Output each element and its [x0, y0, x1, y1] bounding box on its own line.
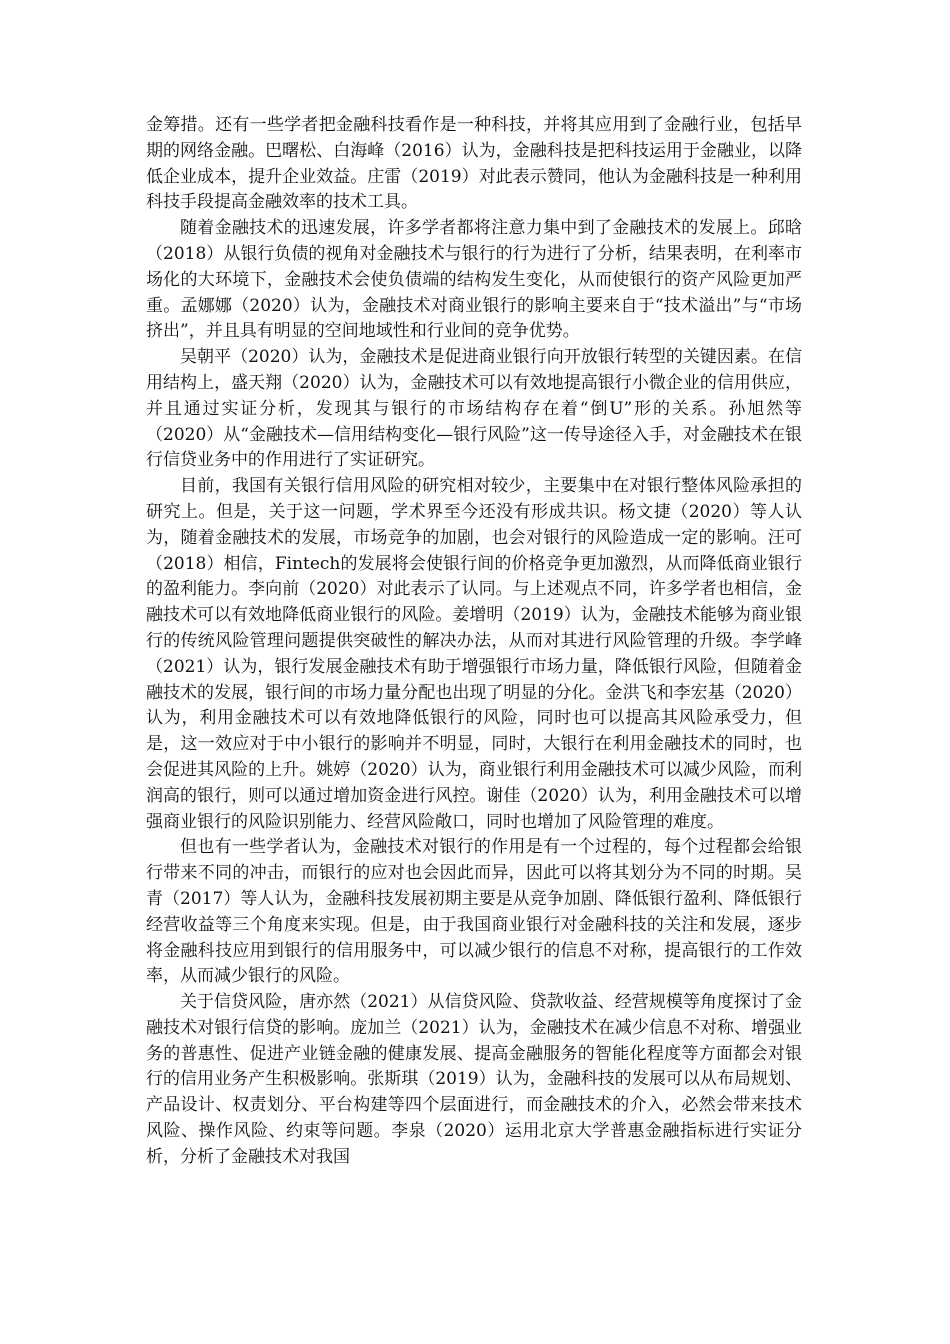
document-body [146, 113, 802, 1171]
paragraph: 随着金融技术的迅速发展，许多学者都将注意力集中到了金融技术的发展上。邱晗（2018）从银行负债的视角对金融技术与银行的行为进行了分析，结果表明，在利率市场化的大环境下，金融技术会使负债端的结构发生变化，从而使银行的资产风险更加严重。孟娜娜（2020）认为，金融技术对商业银行的影响主要来自于“技术溢出”与“市场挤出”，并且具有明显的空间地域性和行业间的竞争优势。 [146, 218, 802, 342]
paragraph: 吴朝平（2020）认为，金融技术是促进商业银行向开放银行转型的关键因素。在信用结构上，盛天翔（2020）认为，金融技术可以有效地提高银行小微企业的信用供应，并且通过实证分析，发现其与银行的市场结构存在着“倒U”形的关系。孙旭然等（2020）从“金融技术—信用结构变化—银行风险”这一传导途径入手，对金融技术在银行信贷业务中的作用进行了实证研究。 [146, 347, 802, 471]
paragraph: 目前，我国有关银行信用风险的研究相对较少，主要集中在对银行整体风险承担的研究上。但是，关于这一问题，学术界至今还没有形成共识。杨文捷（2020）等人认为，随着金融技术的发展，市场竞争的加剧，也会对银行的风险造成一定的影响。汪可（2018）相信，Fintech的发展将会使银行间的价格竞争更加激烈，从而降低商业银行的盈利能力。李向前（2020）对此表示了认同。与上述观点不同，许多学者也相信，金融技术可以有效地降低商业银行的风险。姜增明（2019）认为，金融技术能够为商业银行的传统风险管理问题提供突破性的解决办法，从而对其进行风险管理的升级。李学峰（2021）认为，银行发展金融技术有助于增强银行市场力量，降低银行风险，但随着金融技术的发展，银行间的市场力量分配也出现了明显的分化。金洪飞和李宏基（2020）认为，利用金融技术可以有效地降低银行的风险，同时也可以提高其风险承受力，但是，这一效应对于中小银行的影响并不明显，同时，大银行在利用金融技术的同时，也会促进其风险的上升。姚婷（2020）认为，商业银行利用金融技术可以减少风险，而利润高的银行，则可以通过增加资金进行风控。谢佳（2020）认为，利用金融技术可以增强商业银行的风险识别能力、经营风险敞口，同时也增加了风险管理的难度。 [146, 476, 802, 832]
paragraph: 但也有一些学者认为，金融技术对银行的作用是有一个过程的，每个过程都会给银行带来不同的冲击，而银行的应对也会因此而异，因此可以将其划分为不同的时期。吴青（2017）等人认为，金融科技发展初期主要是从竞争加剧、降低银行盈利、降低银行经营收益等三个角度来实现。但是，由于我国商业银行对金融科技的关注和发展，逐步将金融科技应用到银行的信用服务中，可以减少银行的信息不对称，提高银行的工作效率，从而减少银行的风险。 [146, 837, 802, 987]
paragraph: 金筹措。还有一些学者把金融科技看作是一种科技，并将其应用到了金融行业，包括早期的网络金融。巴曙松、白海峰（2016）认为，金融科技是把科技运用于金融业，以降低企业成本，提升企业效益。庄雷（2019）对此表示赞同，他认为金融科技是一种利用科技手段提高金融效率的技术工具。 [146, 115, 802, 213]
paragraph: 关于信贷风险，唐亦然（2021）从信贷风险、贷款收益、经营规模等角度探讨了金融技术对银行信贷的影响。庞加兰（2021）认为，金融技术在减少信息不对称、增强业务的普惠性、促进产业链金融的健康发展、提高金融服务的智能化程度等方面都会对银行的信用业务产生积极影响。张斯琪（2019）认为，金融科技的发展可以从布局规划、产品设计、权责划分、平台构建等四个层面进行，而金融技术的介入，必然会带来技术风险、操作风险、约束等问题。李泉（2020）运用北京大学普惠金融指标进行实证分析，分析了金融技术对我国 [146, 992, 802, 1167]
